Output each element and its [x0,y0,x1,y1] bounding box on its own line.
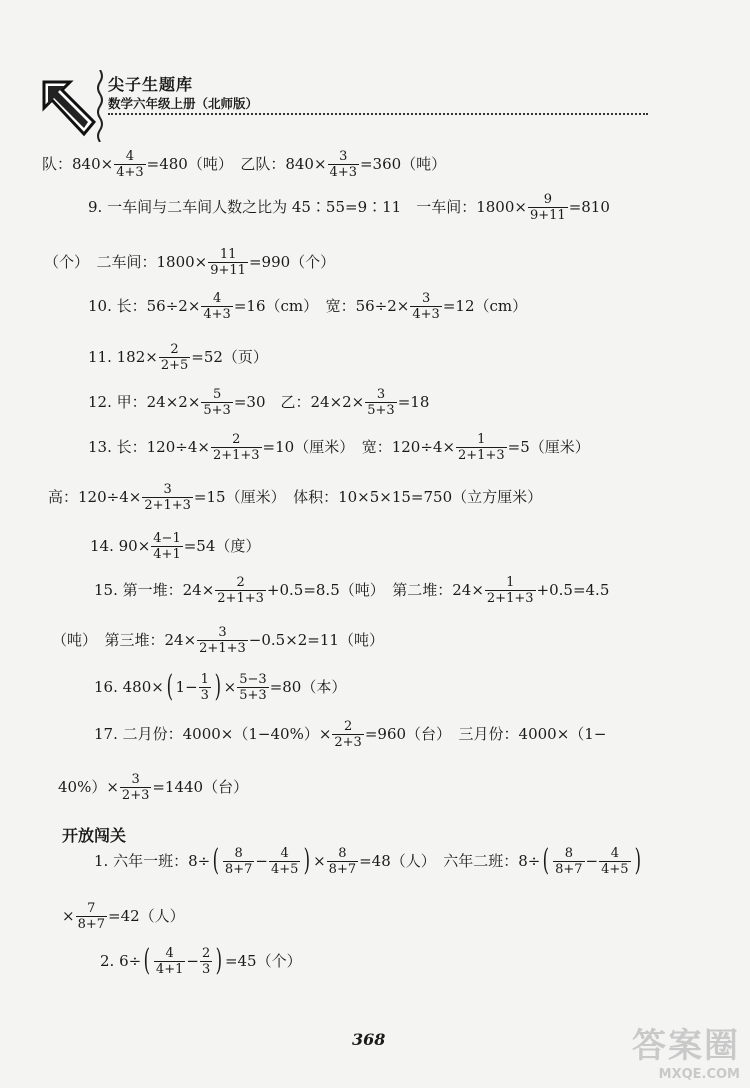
watermark [632,1018,740,1082]
book-subtitle: 数学六年级上册（北师版） [108,96,259,111]
wavy-divider [96,70,104,142]
denominator: 8+7 [77,917,106,932]
math-text: 10. 长：56÷2× [88,297,201,315]
numerator: 2 [170,342,179,357]
bracket: ( [143,943,151,978]
math-text: =12（cm） [442,297,528,315]
answer-line [48,483,542,512]
fraction [200,947,212,976]
numerator: 8 [564,845,573,861]
math-expression [52,626,384,655]
math-text: =990（个） [248,253,336,271]
numerator: 11 [219,247,237,262]
fraction [154,947,185,976]
denominator: 5+3 [367,403,395,418]
math-expression [88,388,429,417]
math-text: =48（人） 六年二班：8÷ [359,851,541,870]
numerator: 4 [212,291,222,306]
math-expression [94,720,606,749]
fraction [151,532,182,561]
math-expression [88,433,590,462]
fraction [197,626,248,655]
denominator: 4+5 [270,861,299,877]
math-expression [88,343,268,372]
denominator: 2+1+3 [486,591,534,606]
fraction [237,673,268,702]
math-expression [42,150,446,179]
math-text: =45（个） [224,951,302,970]
fraction [201,292,232,321]
math-expression [48,483,542,512]
numerator: 2 [343,719,353,734]
math-text: =30 乙：24×2× [233,393,365,411]
denominator: 5+3 [239,687,267,703]
answer-line [52,626,384,655]
math-text: 15. 第一堆：24× [94,581,215,599]
math-text: 12. 甲：24×2× [88,393,201,411]
arrow-logo-icon [40,78,98,140]
answer-line [88,292,527,321]
answer-line [62,902,185,931]
math-text: +0.5=4.5 [536,581,610,599]
math-text: 高：120÷4× [48,488,142,506]
fraction [365,388,396,417]
answer-line [44,248,335,277]
bracket: ( [543,843,550,878]
answer-line [94,576,609,605]
math-text: =15（厘米） 体积：10×5×15=750（立方厘米） [193,488,543,506]
denominator: 4+3 [329,165,357,180]
math-text: =42（人） [108,907,185,925]
math-text: =810 [568,198,610,216]
math-text: 40%）× [58,778,119,796]
denominator: 3 [200,687,209,703]
bracket: ) [304,843,311,878]
bracket: ) [215,943,223,978]
fraction [114,150,145,179]
math-text: 队：840× [42,155,114,173]
answer-line [42,150,446,179]
fraction [215,576,266,605]
fraction [269,847,300,876]
numerator: 9 [543,192,552,207]
denominator: 8+7 [224,861,253,877]
numerator: 3 [131,772,140,787]
denominator: 5+3 [203,403,231,418]
numerator: 4 [280,845,289,861]
numerator: 1 [200,671,209,687]
math-text: −0.5×2=11（吨） [248,631,384,649]
math-expression [94,843,643,878]
denominator: 8+7 [328,861,357,877]
math-text: 11. 182× [88,348,158,366]
math-text: =80（本） [269,677,347,696]
numerator: 8 [234,845,243,861]
denominator: 2+3 [121,788,150,803]
math-expression [88,193,610,222]
math-expression [94,576,609,605]
denominator: 9+11 [529,208,566,223]
section-heading: 开放闯关 [62,826,127,845]
bracket: ( [166,669,173,704]
math-text: =5（厘米） [507,438,590,456]
math-text: =16（cm） 宽：56÷2× [233,297,410,315]
denominator: 2+3 [334,735,362,750]
numerator: 2 [201,945,211,961]
math-text: =480（吨） 乙队：840× [146,155,327,173]
math-text: （吨） 第三堆：24× [52,631,197,649]
fraction [223,847,254,876]
denominator: 3 [201,961,211,977]
fraction [332,720,363,749]
answer-line [94,720,606,749]
denominator: 2+1+3 [199,641,246,656]
math-expression [100,943,302,978]
denominator: 9+11 [210,263,246,278]
fraction [599,847,630,876]
numerator: 4−1 [153,531,181,546]
math-text: =10（厘米） 宽：120÷4× [262,438,456,456]
fraction [208,248,248,277]
numerator: 7 [87,901,96,916]
math-text: =52（页） [191,348,268,366]
fraction [76,902,107,931]
math-text: × [223,677,237,696]
math-text: =360（吨） [359,155,447,173]
fraction [528,193,568,222]
math-expression [44,248,335,277]
answer-line [94,669,347,704]
header-divider [108,113,648,115]
numerator: 8 [338,845,347,861]
numerator: 4 [125,149,135,164]
fraction [211,433,262,462]
numerator: 3 [218,625,227,640]
fraction [159,343,190,372]
math-text: =1440（台） [152,778,249,796]
math-text: 1− [175,677,198,696]
answer-line [88,343,268,372]
math-text: =54（度） [183,537,261,555]
denominator: 2+1+3 [217,591,264,606]
denominator: 4+3 [116,165,144,180]
fraction [485,576,536,605]
math-text: 2. 6÷ [100,951,142,970]
bracket: ) [634,843,641,878]
watermark-logo: 答案圈 [632,1026,740,1066]
math-text: − [186,951,199,970]
bracket: ( [212,843,220,878]
math-expression [62,902,185,931]
fraction [142,483,193,512]
numerator: 3 [163,482,172,497]
numerator: 1 [506,575,515,590]
fraction [199,673,211,702]
fraction [410,292,441,321]
math-text: − [585,851,599,870]
answer-line [88,388,429,417]
fraction [327,847,358,876]
math-text: × [62,907,75,925]
denominator: 2+1+3 [144,498,191,513]
math-text: 1. 六年一班：8÷ [94,851,211,870]
math-text: +0.5=8.5（吨） 第二堆：24× [266,581,484,599]
numerator: 3 [339,149,348,164]
numerator: 3 [421,291,431,306]
answer-line [88,193,610,222]
fraction [328,150,359,179]
fraction [201,388,232,417]
math-expression [90,532,260,561]
numerator: 1 [477,432,486,447]
math-expression [58,773,248,802]
math-text: 17. 二月份：4000×（1−40%）× [94,725,332,743]
math-expression [94,669,347,704]
math-text: − [255,851,268,870]
answer-line [58,773,248,802]
denominator: 2+1+3 [212,448,260,463]
denominator: 2+1+3 [458,448,505,463]
bracket: ) [214,669,222,704]
math-text: × [313,851,326,870]
math-text: =960（台） 三月份：4000×（1− [364,725,607,743]
answer-line [100,943,302,978]
answer-line [88,433,590,462]
math-text: （个） 二车间：1800× [44,253,208,271]
denominator: 4+1 [153,547,181,562]
numerator: 5 [212,387,222,402]
fraction [120,773,151,802]
book-title: 尖子生题库 [108,75,194,94]
denominator: 2+5 [160,358,189,373]
numerator: 3 [376,387,386,402]
denominator: 8+7 [555,861,583,877]
denominator: 4+3 [412,307,440,322]
math-text: =18 [397,393,430,411]
denominator: 4+1 [155,961,184,977]
math-expression [88,292,527,321]
numerator: 4 [165,945,174,961]
math-text: 13. 长：120÷4× [88,438,210,456]
math-text: 14. 90× [90,537,151,555]
numerator: 2 [236,575,245,590]
denominator: 4+5 [601,861,629,877]
fraction [456,433,507,462]
numerator: 4 [610,845,619,861]
numerator: 5−3 [239,671,267,687]
watermark-url: MXQE.COM [658,1067,740,1082]
answer-line [94,843,643,878]
math-text: 16. 480× [94,677,164,696]
math-text: 9. 一车间与二车间人数之比为 45∶55=9∶11 一车间：1800× [88,198,527,216]
page-number: 368 [352,1030,386,1049]
fraction [553,847,584,876]
answer-line [90,532,260,561]
denominator: 4+3 [203,307,231,322]
numerator: 2 [232,432,241,447]
